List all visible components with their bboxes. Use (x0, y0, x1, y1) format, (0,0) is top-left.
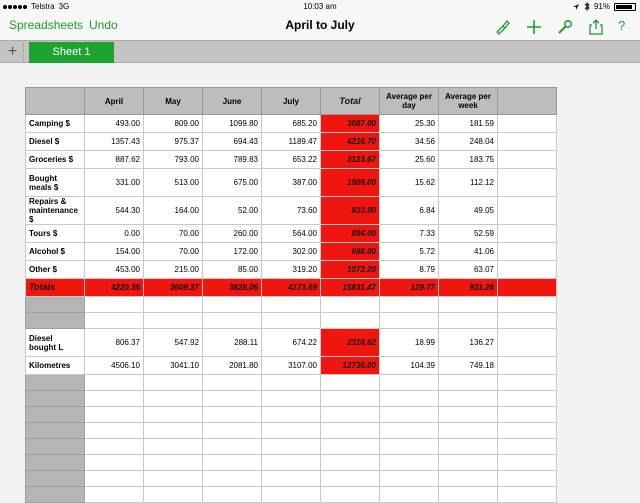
empty-cell[interactable] (321, 407, 380, 423)
empty-cell[interactable] (262, 391, 321, 407)
empty-cell[interactable] (380, 471, 439, 487)
empty-cell[interactable] (85, 407, 144, 423)
column-header[interactable]: Average per week (439, 88, 498, 115)
empty-cell[interactable] (85, 313, 144, 329)
table-cell[interactable]: 685.20 (262, 115, 321, 133)
empty-cell[interactable] (85, 391, 144, 407)
table-cell[interactable]: 4216.70 (321, 133, 380, 151)
empty-cell[interactable] (321, 297, 380, 313)
table-cell[interactable]: 70.00 (144, 243, 203, 261)
empty-cell[interactable] (380, 375, 439, 391)
empty-cell[interactable] (262, 407, 321, 423)
empty-cell[interactable] (498, 391, 557, 407)
table-row (26, 115, 557, 133)
table-row (26, 243, 557, 261)
column-header[interactable]: Total (321, 88, 380, 115)
table-cell[interactable]: 3087.00 (321, 115, 380, 133)
table-cell[interactable]: 85.00 (203, 261, 262, 279)
empty-cell[interactable] (26, 375, 85, 391)
row-label[interactable]: Groceries $ (26, 151, 85, 169)
table-cell[interactable]: 749.18 (439, 357, 498, 375)
row-label[interactable]: Camping $ (26, 115, 85, 133)
table-cell[interactable]: 453.00 (85, 261, 144, 279)
table-cell[interactable]: 52.59 (439, 225, 498, 243)
table-cell[interactable]: 112.12 (439, 169, 498, 197)
table-cell[interactable]: 52.00 (203, 197, 262, 225)
corner-cell[interactable] (26, 88, 85, 115)
table-row (26, 151, 557, 169)
column-header[interactable]: Average per day (380, 88, 439, 115)
table-cell[interactable]: 793.00 (144, 151, 203, 169)
table-cell[interactable]: 6.84 (380, 197, 439, 225)
table-cell[interactable]: 894.00 (321, 225, 380, 243)
empty-cell[interactable] (262, 375, 321, 391)
empty-cell[interactable] (380, 391, 439, 407)
table-cell[interactable]: 1072.20 (321, 261, 380, 279)
row-label[interactable]: Other $ (26, 261, 85, 279)
header-row (26, 88, 557, 115)
empty-cell[interactable] (498, 471, 557, 487)
table-cell[interactable]: 18.99 (380, 329, 439, 357)
spreadsheet-table[interactable] (25, 87, 557, 503)
empty-cell[interactable] (85, 423, 144, 439)
empty-cell[interactable] (144, 375, 203, 391)
empty-cell[interactable] (498, 297, 557, 313)
empty-cell[interactable] (498, 487, 557, 503)
table-cell-empty[interactable] (498, 279, 557, 297)
table-cell[interactable]: 15.62 (380, 169, 439, 197)
table-cell[interactable]: 694.43 (203, 133, 262, 151)
empty-cell[interactable] (203, 455, 262, 471)
table-cell[interactable]: 215.00 (144, 261, 203, 279)
table-cell[interactable]: 260.00 (203, 225, 262, 243)
empty-cell[interactable] (85, 471, 144, 487)
totals-cell[interactable]: 15831.47 (321, 279, 380, 297)
column-header[interactable]: April (85, 88, 144, 115)
table-row (26, 197, 557, 225)
empty-cell[interactable] (498, 375, 557, 391)
table-cell[interactable]: 34.56 (380, 133, 439, 151)
empty-row (26, 439, 557, 455)
table-cell[interactable]: 248.04 (439, 133, 498, 151)
table-cell[interactable]: 698.00 (321, 243, 380, 261)
empty-cell[interactable] (85, 297, 144, 313)
empty-cell[interactable] (321, 439, 380, 455)
toolbar (0, 13, 640, 40)
empty-cell[interactable] (26, 313, 85, 329)
table-cell[interactable]: 975.37 (144, 133, 203, 151)
empty-cell[interactable] (26, 297, 85, 313)
table-row (26, 225, 557, 243)
table-cell-empty[interactable] (498, 151, 557, 169)
table-cell-empty[interactable] (498, 115, 557, 133)
table-cell-empty[interactable] (498, 329, 557, 357)
empty-row (26, 471, 557, 487)
empty-cell[interactable] (439, 313, 498, 329)
table-cell[interactable]: 331.00 (85, 169, 144, 197)
empty-cell[interactable] (439, 439, 498, 455)
empty-cell[interactable] (144, 391, 203, 407)
column-header[interactable]: June (203, 88, 262, 115)
empty-cell[interactable] (321, 471, 380, 487)
empty-row (26, 297, 557, 313)
row-label[interactable]: Tours $ (26, 225, 85, 243)
table-cell[interactable]: 25.60 (380, 151, 439, 169)
table-cell[interactable]: 319.20 (262, 261, 321, 279)
table-cell[interactable]: 493.00 (85, 115, 144, 133)
table-cell[interactable]: 73.60 (262, 197, 321, 225)
table-cell[interactable]: 789.83 (203, 151, 262, 169)
empty-cell[interactable] (321, 313, 380, 329)
empty-row (26, 407, 557, 423)
totals-cell[interactable]: 4220.35 (85, 279, 144, 297)
empty-cell[interactable] (439, 423, 498, 439)
empty-cell[interactable] (262, 455, 321, 471)
table-cell[interactable]: 41.06 (439, 243, 498, 261)
empty-cell[interactable] (380, 297, 439, 313)
table-cell[interactable]: 70.00 (144, 225, 203, 243)
status-right (572, 2, 636, 11)
empty-cell[interactable] (203, 423, 262, 439)
bluetooth-icon (584, 2, 590, 11)
table-cell[interactable]: 1906.00 (321, 169, 380, 197)
empty-cell[interactable] (321, 487, 380, 503)
table-cell[interactable]: 1099.80 (203, 115, 262, 133)
empty-cell[interactable] (380, 313, 439, 329)
empty-cell[interactable] (439, 407, 498, 423)
row-label[interactable]: Repairs & maintenance $ (26, 197, 85, 225)
row-label[interactable]: Diesel $ (26, 133, 85, 151)
totals-cell[interactable]: 3828.06 (203, 279, 262, 297)
empty-cell[interactable] (262, 313, 321, 329)
table-cell[interactable]: 3107.00 (262, 357, 321, 375)
table-cell[interactable]: 288.11 (203, 329, 262, 357)
battery-fill (616, 5, 632, 9)
table-cell[interactable]: 653.22 (262, 151, 321, 169)
empty-cell[interactable] (203, 391, 262, 407)
table-cell-empty[interactable] (498, 133, 557, 151)
empty-cell[interactable] (144, 297, 203, 313)
table-cell[interactable]: 49.05 (439, 197, 498, 225)
table-cell-empty[interactable] (498, 197, 557, 225)
column-header[interactable]: July (262, 88, 321, 115)
column-header[interactable]: May (144, 88, 203, 115)
table-cell[interactable]: 7.33 (380, 225, 439, 243)
empty-cell[interactable] (203, 487, 262, 503)
table-row (26, 261, 557, 279)
empty-cell[interactable] (321, 375, 380, 391)
table-row (26, 169, 557, 197)
table-cell[interactable]: 3041.10 (144, 357, 203, 375)
table-cell-empty[interactable] (498, 357, 557, 375)
table-cell[interactable]: 63.07 (439, 261, 498, 279)
empty-cell[interactable] (203, 375, 262, 391)
empty-cell[interactable] (144, 455, 203, 471)
help-button[interactable]: ? (618, 18, 626, 33)
table-cell[interactable]: 1189.47 (262, 133, 321, 151)
table-cell-empty[interactable] (498, 243, 557, 261)
empty-cell[interactable] (439, 297, 498, 313)
empty-cell[interactable] (439, 487, 498, 503)
table-row (26, 133, 557, 151)
empty-cell[interactable] (26, 391, 85, 407)
empty-cell[interactable] (26, 423, 85, 439)
empty-cell[interactable] (203, 439, 262, 455)
empty-row (26, 375, 557, 391)
table-cell[interactable]: 809.00 (144, 115, 203, 133)
table-cell[interactable]: 833.90 (321, 197, 380, 225)
empty-cell[interactable] (203, 407, 262, 423)
table-cell-empty[interactable] (498, 261, 557, 279)
empty-cell[interactable] (262, 423, 321, 439)
table-cell[interactable]: 136.27 (439, 329, 498, 357)
sheet-tab-bar (0, 40, 640, 63)
table-cell[interactable]: 0.00 (85, 225, 144, 243)
paintbrush-icon[interactable] (494, 18, 512, 36)
share-icon[interactable] (587, 18, 605, 36)
table-cell[interactable]: 8.79 (380, 261, 439, 279)
empty-cell[interactable] (144, 439, 203, 455)
document-title: April to July (285, 18, 355, 32)
empty-cell[interactable] (144, 471, 203, 487)
battery-icon (614, 3, 636, 11)
empty-cell[interactable] (85, 375, 144, 391)
add-sheet-button[interactable]: + (2, 42, 24, 62)
empty-cell[interactable] (498, 439, 557, 455)
totals-label[interactable]: Totals (26, 279, 85, 297)
empty-cell[interactable] (380, 487, 439, 503)
table-cell[interactable]: 806.37 (85, 329, 144, 357)
table-cell[interactable]: 1357.43 (85, 133, 144, 151)
empty-cell[interactable] (85, 487, 144, 503)
battery-percent: 91% (593, 2, 610, 11)
empty-cell[interactable] (380, 423, 439, 439)
empty-cell[interactable] (26, 455, 85, 471)
table-cell[interactable]: 12736.00 (321, 357, 380, 375)
table-cell[interactable]: 564.00 (262, 225, 321, 243)
empty-row (26, 487, 557, 503)
empty-cell[interactable] (439, 391, 498, 407)
table-cell[interactable]: 181.59 (439, 115, 498, 133)
totals-cell[interactable]: 931.26 (439, 279, 498, 297)
totals-cell[interactable]: 129.77 (380, 279, 439, 297)
empty-cell[interactable] (498, 313, 557, 329)
empty-cell[interactable] (85, 439, 144, 455)
empty-cell[interactable] (203, 297, 262, 313)
totals-row (26, 279, 557, 297)
empty-cell[interactable] (144, 423, 203, 439)
empty-cell[interactable] (203, 471, 262, 487)
empty-cell[interactable] (26, 471, 85, 487)
add-icon[interactable] (525, 18, 543, 36)
empty-cell[interactable] (321, 391, 380, 407)
table-cell[interactable]: 25.30 (380, 115, 439, 133)
table-cell[interactable]: 544.30 (85, 197, 144, 225)
row-label[interactable]: Alcohol $ (26, 243, 85, 261)
empty-cell[interactable] (380, 407, 439, 423)
table-cell[interactable]: 183.75 (439, 151, 498, 169)
spreadsheets-button[interactable]: Spreadsheets (9, 18, 84, 32)
table-cell[interactable]: 154.00 (85, 243, 144, 261)
empty-cell[interactable] (380, 455, 439, 471)
empty-cell[interactable] (262, 471, 321, 487)
table-cell[interactable]: 675.00 (203, 169, 262, 197)
empty-cell[interactable] (380, 439, 439, 455)
table-cell[interactable]: 104.39 (380, 357, 439, 375)
status-bar (0, 0, 640, 13)
table-cell[interactable]: 887.62 (85, 151, 144, 169)
empty-cell[interactable] (26, 407, 85, 423)
empty-cell[interactable] (498, 423, 557, 439)
table-cell-empty[interactable] (498, 225, 557, 243)
table-cell[interactable]: 513.00 (144, 169, 203, 197)
empty-cell[interactable] (262, 487, 321, 503)
carrier-label: Telstra (31, 2, 55, 11)
tab-sheet-1[interactable]: Sheet 1 (29, 42, 114, 63)
undo-button[interactable]: Undo (89, 18, 118, 32)
table-cell[interactable]: 302.00 (262, 243, 321, 261)
empty-cell[interactable] (203, 313, 262, 329)
sheet-canvas[interactable] (0, 63, 640, 480)
table-cell[interactable]: 5.72 (380, 243, 439, 261)
empty-cell[interactable] (144, 487, 203, 503)
empty-cell[interactable] (321, 423, 380, 439)
empty-cell[interactable] (144, 313, 203, 329)
empty-cell[interactable] (26, 487, 85, 503)
empty-row (26, 423, 557, 439)
row-label[interactable]: Bought meals $ (26, 169, 85, 197)
status-time: 10:03 am (303, 2, 337, 11)
totals-cell[interactable]: 4173.69 (262, 279, 321, 297)
empty-cell[interactable] (439, 455, 498, 471)
empty-row (26, 455, 557, 471)
empty-cell[interactable] (498, 455, 557, 471)
empty-row (26, 313, 557, 329)
empty-cell[interactable] (26, 439, 85, 455)
table-row (26, 357, 557, 375)
empty-cell[interactable] (144, 407, 203, 423)
empty-cell[interactable] (439, 375, 498, 391)
empty-cell[interactable] (85, 455, 144, 471)
location-icon (572, 3, 580, 11)
table-cell[interactable]: 2081.80 (203, 357, 262, 375)
totals-cell[interactable]: 3609.37 (144, 279, 203, 297)
empty-cell[interactable] (262, 297, 321, 313)
table-cell[interactable]: 164.00 (144, 197, 203, 225)
table-cell[interactable]: 674.22 (262, 329, 321, 357)
table-cell[interactable]: 172.00 (203, 243, 262, 261)
empty-cell[interactable] (439, 471, 498, 487)
empty-cell[interactable] (498, 407, 557, 423)
table-cell[interactable]: 387.00 (262, 169, 321, 197)
row-label[interactable]: Diesel bought L (26, 329, 85, 357)
row-label[interactable]: Kilometres (26, 357, 85, 375)
table-cell[interactable]: 4506.10 (85, 357, 144, 375)
table-cell-empty[interactable] (498, 169, 557, 197)
empty-cell[interactable] (321, 455, 380, 471)
wrench-icon[interactable] (556, 18, 574, 36)
table-row (26, 329, 557, 357)
column-header-empty[interactable] (498, 88, 557, 115)
table-cell[interactable]: 2316.62 (321, 329, 380, 357)
table-cell[interactable]: 547.92 (144, 329, 203, 357)
table-cell[interactable]: 3123.67 (321, 151, 380, 169)
empty-row (26, 391, 557, 407)
empty-cell[interactable] (262, 439, 321, 455)
network-label: 3G (58, 2, 70, 11)
